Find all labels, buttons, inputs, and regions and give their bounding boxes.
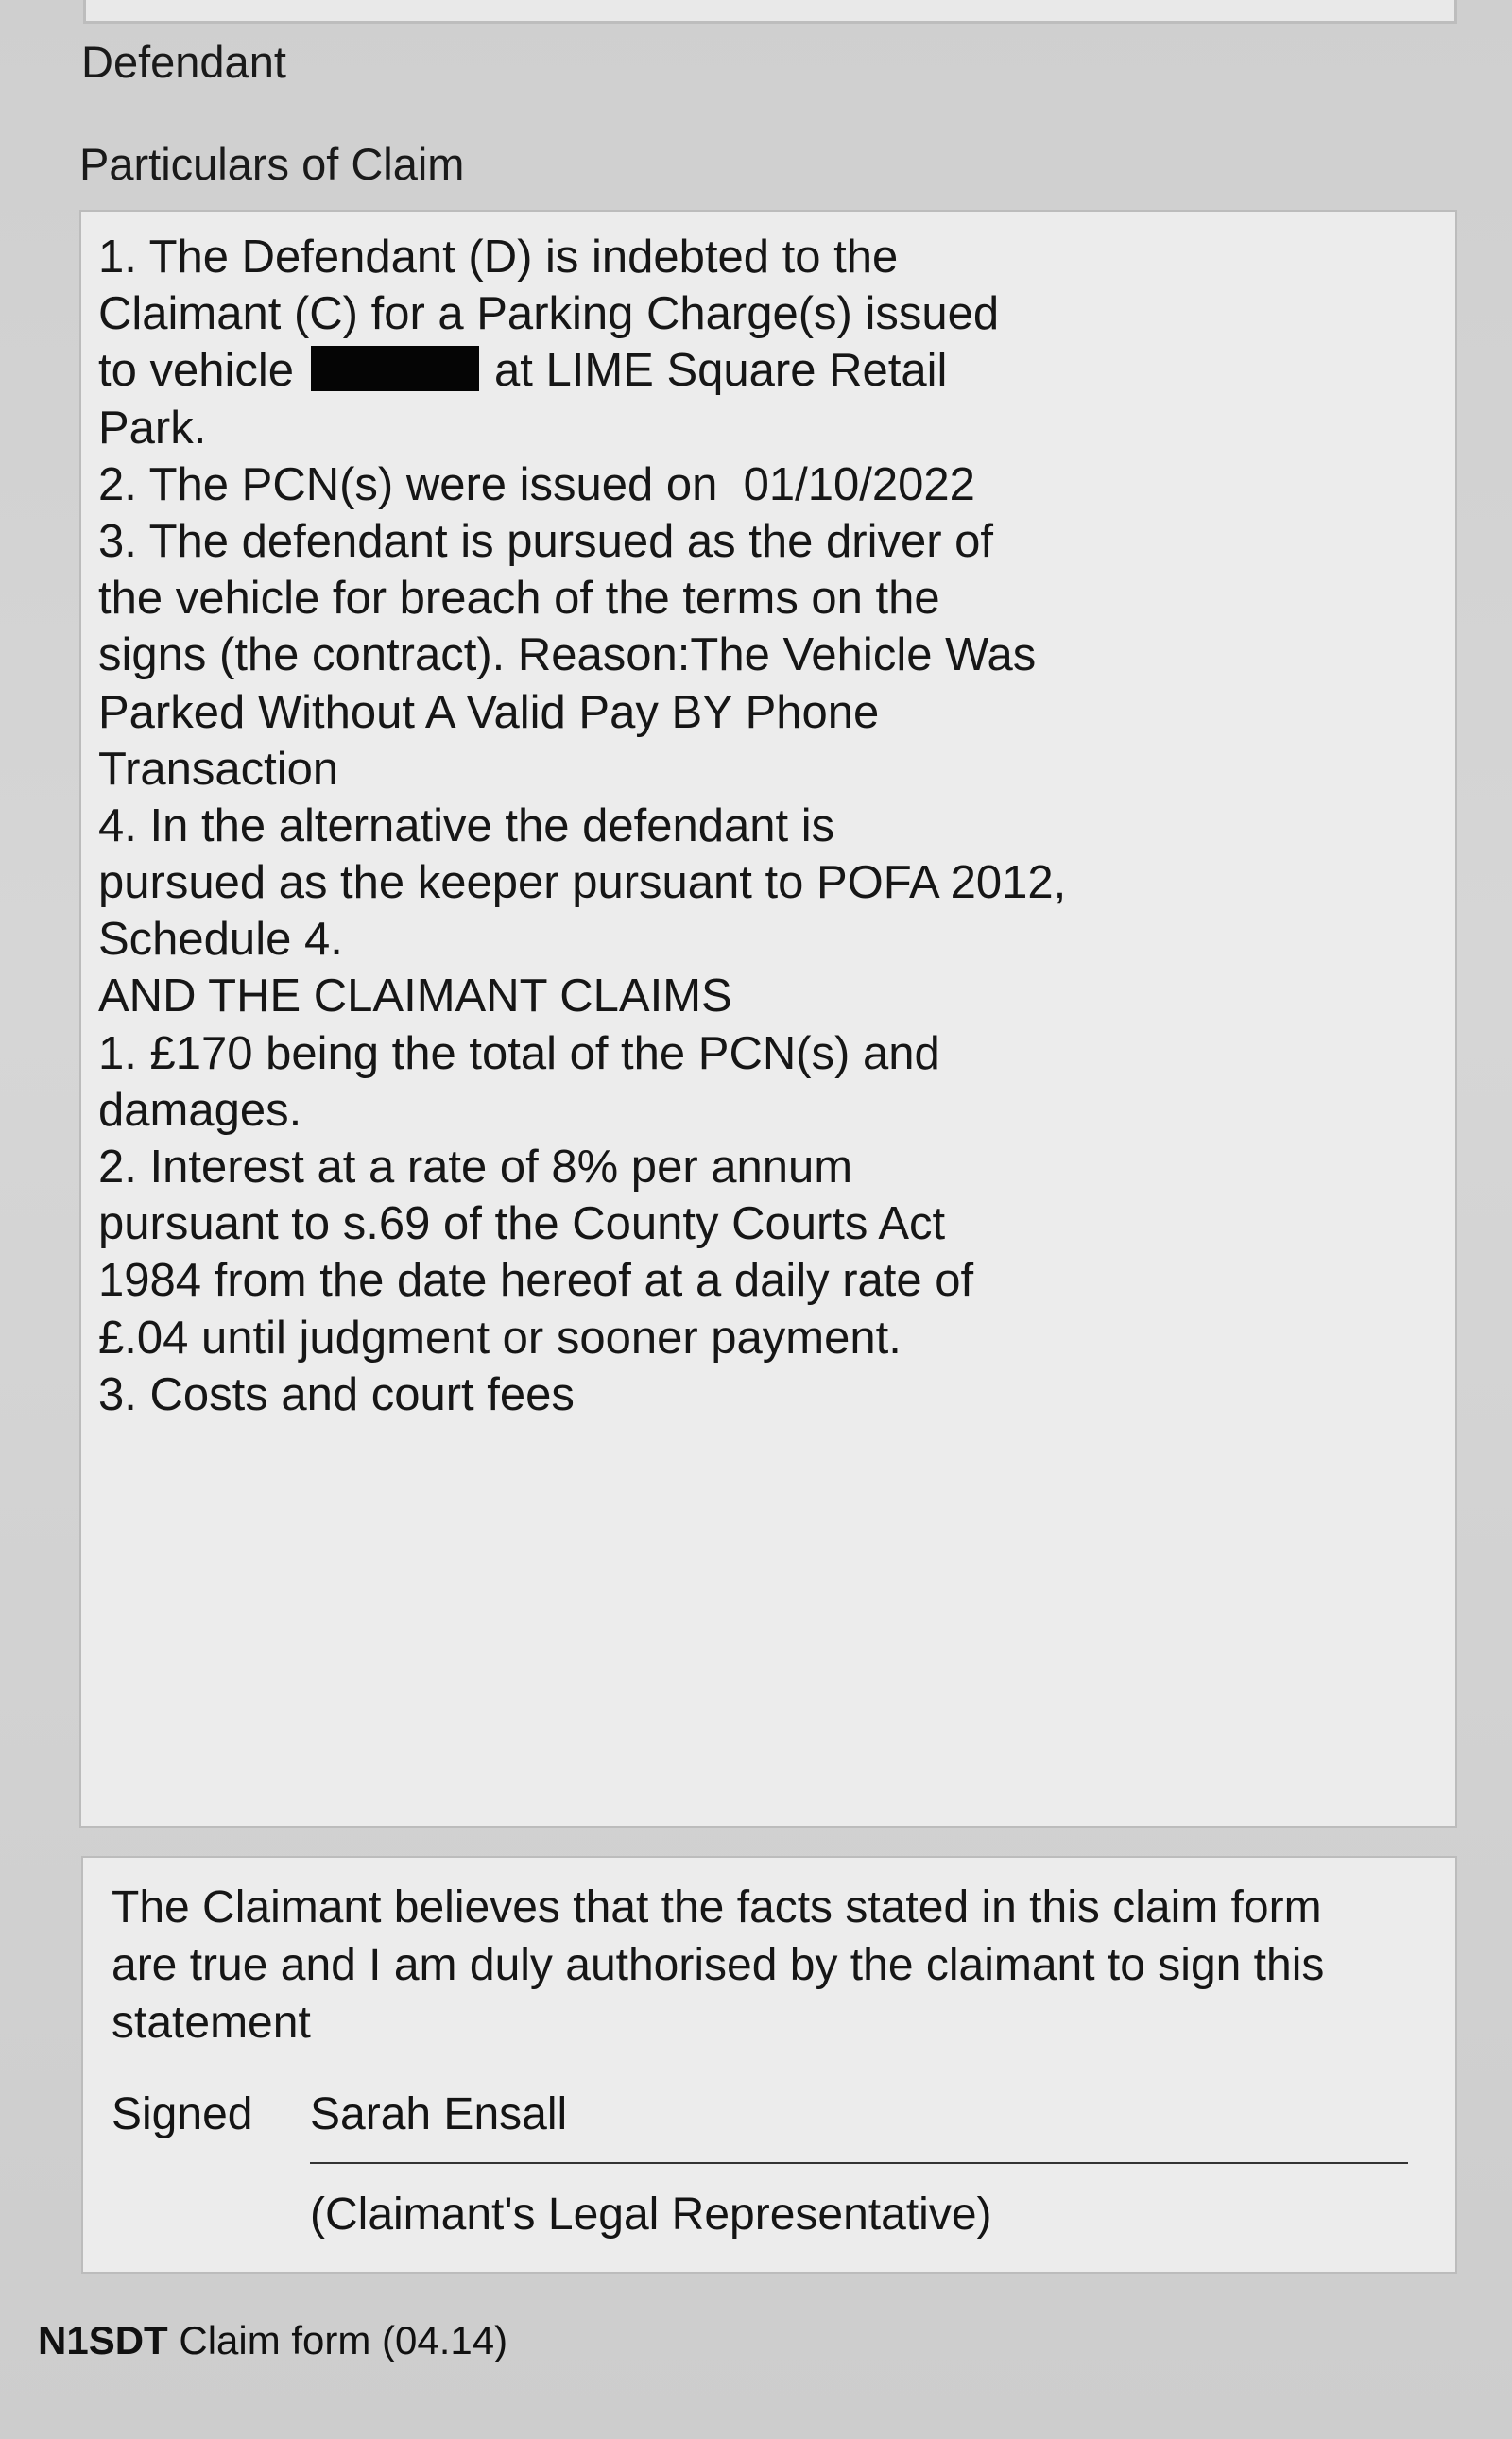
particulars-text — [98, 229, 1383, 1423]
particulars-line: Transaction — [98, 743, 339, 795]
particulars-line-vehicle — [98, 342, 1383, 399]
particulars-line: Schedule 4. — [98, 914, 343, 966]
particulars-line: 1. The Defendant (D) is indebted to the — [98, 232, 899, 283]
particulars-line: 3. Costs and court fees — [98, 1368, 575, 1420]
particulars-line: 3. The defendant is pursued as the driver of — [98, 515, 994, 567]
signer-role: (Claimant's Legal Representative) — [310, 2190, 992, 2240]
redacted-registration — [311, 346, 479, 391]
statement-line: statement — [112, 1998, 311, 2048]
particulars-line: Park. — [98, 402, 207, 454]
particulars-line: signs (the contract). Reason:The Vehicle Was — [98, 629, 1037, 681]
particulars-line: pursued as the keeper pursuant to POFA 2012, — [98, 857, 1067, 909]
particulars-line: pursuant to s.69 of the County Courts Act — [98, 1198, 946, 1250]
form-title: Claim form (04.14) — [179, 2318, 508, 2362]
particulars-line: £.04 until judgment or sooner payment. — [98, 1312, 902, 1364]
signer-name: Sarah Ensall — [310, 2089, 568, 2139]
signed-label: Signed — [112, 2089, 253, 2139]
statement-line: are true and I am duly authorised by the claimant to sign this — [112, 1940, 1325, 1990]
particulars-line: 1984 from the date hereof at a daily rate of — [98, 1255, 974, 1307]
defendant-label: Defendant — [81, 37, 286, 87]
particulars-line: damages. — [98, 1084, 302, 1136]
particulars-line: 2. The PCN(s) were issued on 01/10/2022 — [98, 458, 975, 510]
form-code: N1SDT — [38, 2318, 168, 2362]
particulars-line: the vehicle for breach of the terms on the — [98, 573, 940, 625]
particulars-line: 2. Interest at a rate of 8% per annum — [98, 1142, 853, 1193]
previous-box-edge — [83, 0, 1457, 24]
vehicle-prefix-text: to vehicle — [98, 345, 295, 397]
particulars-line: 4. In the alternative the defendant is — [98, 799, 835, 851]
form-footer — [38, 2317, 507, 2364]
statement-of-truth-box — [81, 1856, 1457, 2274]
particulars-of-claim-box — [79, 210, 1457, 1828]
statement-line: The Claimant believes that the facts stated in this claim form — [112, 1882, 1322, 1932]
vehicle-location-text: at LIME Square Retail — [494, 345, 948, 397]
particulars-line: Parked Without A Valid Pay BY Phone — [98, 686, 880, 738]
signature-line — [310, 2162, 1408, 2164]
claims-heading: AND THE CLAIMANT CLAIMS — [98, 970, 732, 1022]
particulars-of-claim-label: Particulars of Claim — [79, 139, 465, 189]
particulars-line: 1. £170 being the total of the PCN(s) and — [98, 1027, 940, 1079]
statement-of-truth-text — [112, 1879, 1435, 2052]
particulars-line: Claimant (C) for a Parking Charge(s) issued — [98, 288, 1000, 340]
